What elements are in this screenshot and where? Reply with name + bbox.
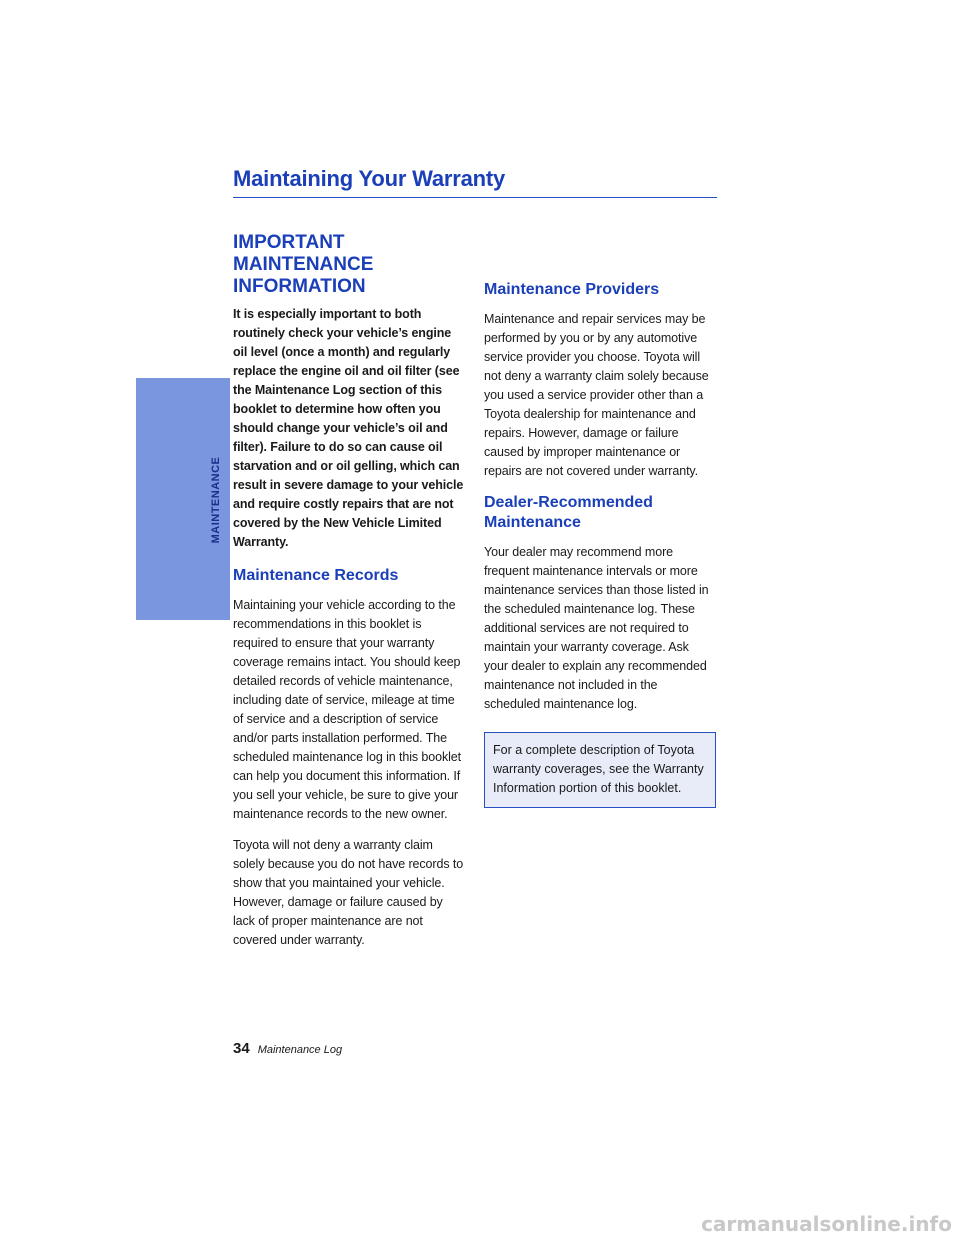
title-divider xyxy=(233,197,717,198)
warranty-note-box: For a complete description of Toyota warranty coverages, see the Warranty Information portion of this booklet. xyxy=(484,732,716,808)
page-title: Maintaining Your Warranty xyxy=(233,166,506,191)
important-info-heading: IMPORTANT MAINTENANCE INFORMATION xyxy=(233,232,374,297)
page-number: 34 xyxy=(233,1040,250,1057)
right-column xyxy=(484,280,716,808)
footer-section-label: Maintenance Log xyxy=(257,1044,343,1056)
page-footer xyxy=(233,1040,342,1057)
maintenance-providers-paragraph: Maintenance and repair services may be performed by you or by any automotive service provider you choose. Toyota will not deny a warranty claim solely because you used a service provider other than a Toyota dealership for maintenance and repairs. However, damage or failure caused by improper maintenance or repairs are not covered under warranty. xyxy=(484,312,709,478)
left-column xyxy=(233,232,465,962)
maintenance-providers-heading: Maintenance Providers xyxy=(484,281,660,298)
important-info-text: It is especially important to both routinely check your vehicle’s engine oil level (once a month) and regularly replace the engine oil and oil filter (see the Maintenance Log section of this booklet to determine how often you should change your vehicle’s oil and filter). Failure to do so can cause oil starvation and or oil gelling, which can result in severe damage to your vehicle and require costly repairs that are not covered by the New Vehicle Limited Warranty. xyxy=(233,307,464,549)
maintenance-records-heading: Maintenance Records xyxy=(233,567,399,584)
maintenance-records-paragraph-1: Maintaining your vehicle according to the recommendations in this booklet is required to ensure that your warranty coverage remains intact. You should keep detailed records of vehicle maintenance, including date of service, mileage at time of service and a description of service and/or parts installation performed. The scheduled maintenance log in this booklet can help you document this information. If you sell your vehicle, be sure to give your maintenance records to the new owner. xyxy=(233,598,461,821)
site-watermark: carmanualsonline.info xyxy=(701,1212,952,1236)
dealer-recommended-paragraph: Your dealer may recommend more frequent maintenance intervals or more maintenance services than those listed in the scheduled maintenance log. These additional services are not required to maintain your warranty coverage. Ask your dealer to explain any recommended maintenance not included in the scheduled maintenance log. xyxy=(484,545,709,711)
maintenance-records-paragraph-2: Toyota will not deny a warranty claim solely because you do not have records to show that you maintained your vehicle. However, damage or failure caused by lack of proper maintenance are not covered under warranty. xyxy=(233,838,464,947)
side-tab-label: MAINTENANCE xyxy=(210,456,222,544)
dealer-recommended-heading: Dealer-Recommended Maintenance xyxy=(484,494,653,531)
